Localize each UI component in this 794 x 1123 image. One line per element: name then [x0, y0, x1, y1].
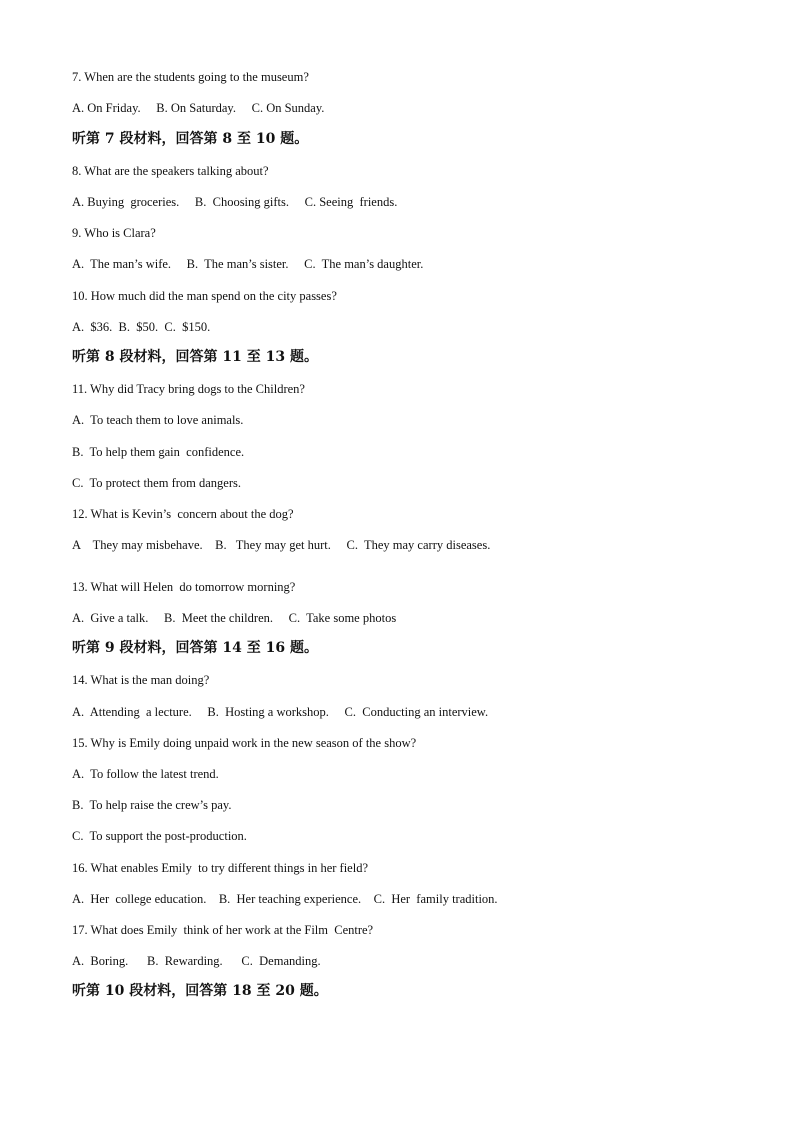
option-15c: C. To support the post-production. [72, 829, 247, 843]
option-11a: A. To teach them to love animals. [72, 413, 244, 427]
option-15a: A. To follow the latest trend. [72, 767, 219, 781]
section-heading-8: 听第 8 段材料，回答第 11 至 13 题。 [72, 349, 318, 365]
options-8: A. Buying groceries. B. Choosing gifts. C. Seeing friends. [72, 195, 398, 209]
options-7: A. On Friday. B. On Saturday. C. On Sunday. [72, 101, 325, 115]
option-11b: B. To help them gain confidence. [72, 445, 245, 459]
question-8: 8. What are the speakers talking about? [72, 164, 269, 178]
section-heading-9: 听第 9 段材料，回答第 14 至 16 题。 [72, 640, 318, 656]
question-11: 11. Why did Tracy bring dogs to the Children? [72, 382, 305, 396]
options-13: A. Give a talk. B. Meet the children. C. Take some photos [72, 611, 397, 625]
question-17: 17. What does Emily think of her work at the Film Centre? [72, 923, 374, 937]
options-17: A. Boring. B. Rewarding. C. Demanding. [72, 954, 321, 968]
question-10: 10. How much did the man spend on the city passes? [72, 289, 337, 303]
question-7: 7. When are the students going to the museum? [72, 70, 309, 84]
question-16: 16. What enables Emily to try different things in her field? [72, 861, 368, 875]
options-16: A. Her college education. B. Her teaching experience. C. Her family tradition. [72, 892, 498, 906]
options-10: A. $36. B. $50. C. $150. [72, 320, 211, 334]
options-9: A. The man’s wife. B. The man’s sister. C. The man’s daughter. [72, 257, 424, 271]
question-13: 13. What will Helen do tomorrow morning? [72, 580, 296, 594]
options-12: A They may misbehave. B. They may get hurt. C. They may carry diseases. [72, 538, 491, 552]
options-14: A. Attending a lecture. B. Hosting a workshop. C. Conducting an interview. [72, 705, 489, 719]
question-12: 12. What is Kevin’s concern about the dog? [72, 507, 294, 521]
option-15b: B. To help raise the crew’s pay. [72, 798, 232, 812]
question-15: 15. Why is Emily doing unpaid work in the new season of the show? [72, 736, 417, 750]
section-heading-7: 听第 7 段材料，回答第 8 至 10 题。 [72, 131, 309, 147]
question-9: 9. Who is Clara? [72, 226, 156, 240]
option-11c: C. To protect them from dangers. [72, 476, 241, 490]
section-heading-10: 听第 10 段材料，回答第 18 至 20 题。 [72, 983, 328, 999]
question-14: 14. What is the man doing? [72, 673, 210, 687]
